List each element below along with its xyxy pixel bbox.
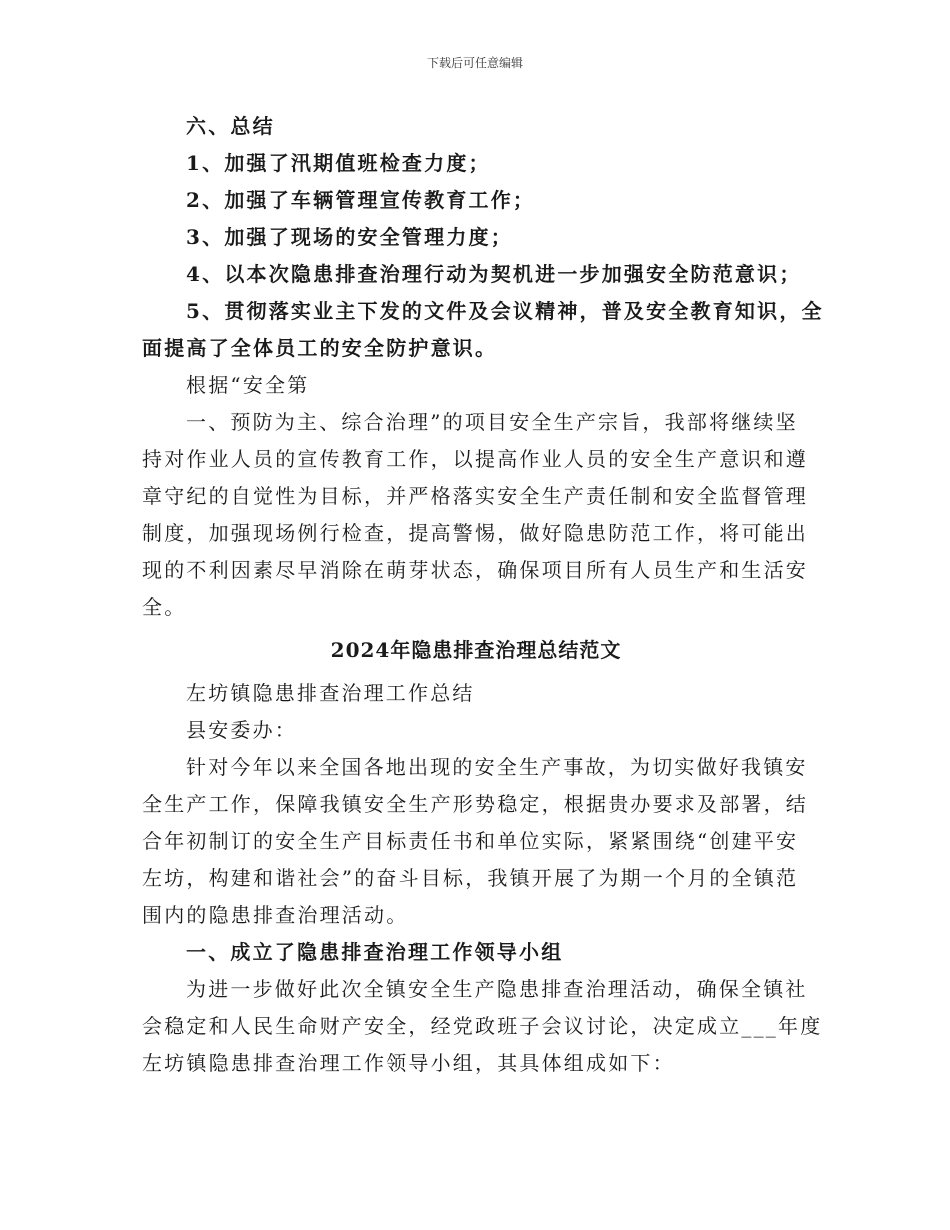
- closing-line: 章守纪的自觉性为目标，并严格落实安全生产责任制和安全监督管理: [142, 484, 808, 508]
- closing-line: 一、预防为主、综合治理”的项目安全生产宗旨，我部将继续坚: [186, 410, 798, 434]
- summary-item: 4、以本次隐患排查治理行动为契机进一步加强安全防范意识；: [186, 262, 802, 286]
- closing-line: 持对作业人员的宣传教育工作，以提高作业人员的安全生产意识和遵: [142, 447, 808, 471]
- closing-line: 制度，加强现场例行检查，提高警惕，做好隐患防范工作，将可能出: [142, 521, 808, 545]
- summary-item: 1、加强了汛期值班检查力度；: [186, 151, 491, 175]
- closing-line: 全。: [142, 595, 187, 619]
- summary-item-5-line1: 5、贯彻落实业主下发的文件及会议精神，普及安全教育知识，全: [186, 299, 824, 323]
- section-1-line: 为进一步做好此次全镇安全生产隐患排查治理活动，确保全镇社: [186, 977, 808, 1001]
- article-salutation: 县安委办：: [186, 718, 297, 742]
- article-subtitle: 左坊镇隐患排查治理工作总结: [186, 681, 475, 705]
- intro-line: 全生产工作，保障我镇安全生产形势稳定，根据贵办要求及部署，结: [142, 792, 808, 816]
- section-1-line: 左坊镇隐患排查治理工作领导小组，其具体组成如下：: [142, 1051, 675, 1075]
- document-body: [142, 108, 824, 1082]
- section-1-heading: 一、成立了隐患排查治理工作领导小组: [186, 940, 564, 964]
- closing-line: 现的不利因素尽早消除在萌芽状态，确保项目所有人员生产和生活安: [142, 558, 808, 582]
- article-title: 2024年隐患排查治理总结范文: [330, 638, 622, 662]
- summary-item: 2、加强了车辆管理宣传教育工作；: [186, 188, 536, 212]
- closing-paragraph-1: 根据“安全第: [186, 373, 310, 397]
- section-1-line: 会稳定和人民生命财产安全，经党政班子会议讨论，决定成立___年度: [142, 1014, 823, 1038]
- intro-line: 围内的隐患排查治理活动。: [142, 903, 409, 927]
- intro-line: 合年初制订的安全生产目标责任书和单位实际，紧紧围绕“创建平安: [142, 829, 799, 853]
- intro-line: 左坊，构建和谐社会”的奋斗目标，我镇开展了为期一个月的全镇范: [142, 866, 799, 890]
- page-header-note: 下载后可任意编辑: [426, 56, 523, 70]
- summary-item: 3、加强了现场的安全管理力度；: [186, 225, 513, 249]
- summary-item-5-line2: 面提高了全体员工的安全防护意识。: [142, 336, 498, 360]
- intro-line: 针对今年以来全国各地出现的安全生产事故，为切实做好我镇安: [186, 755, 808, 779]
- summary-heading: 六、总结: [186, 114, 275, 138]
